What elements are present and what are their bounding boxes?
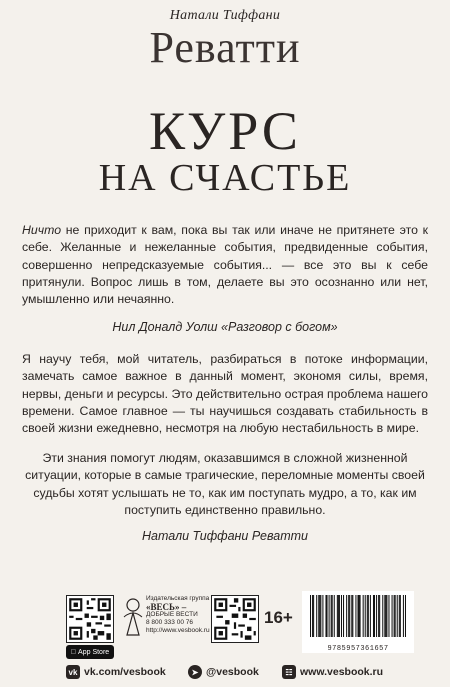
barcode-bar: [339, 595, 340, 637]
barcode-bar: [316, 595, 317, 637]
barcode-bar: [382, 595, 383, 637]
barcode-bar: [374, 595, 375, 637]
website-icon: ☷: [282, 665, 296, 679]
barcode-bar: [363, 595, 364, 637]
barcode-bar: [400, 595, 401, 637]
publisher-info: [146, 595, 210, 635]
barcode-bar: [346, 595, 347, 637]
social-vk[interactable]: [66, 665, 166, 679]
barcode-bar: [343, 595, 344, 637]
barcode-bar: [384, 595, 385, 637]
isbn-number: 9785957361657: [327, 645, 389, 653]
barcode-bar: [392, 595, 393, 637]
publisher-phone: 8 800 333 00 76: [146, 619, 193, 626]
epigraph-paragraph: [22, 222, 428, 308]
vk-icon: vk: [66, 665, 80, 679]
barcode-bar: [322, 595, 323, 637]
barcode-bar: [349, 595, 350, 637]
barcode-bar: [352, 595, 353, 637]
barcode-bar: [329, 595, 330, 637]
book-title-line2: НА СЧАСТЬЕ: [98, 157, 352, 199]
barcode-bar: [368, 595, 369, 637]
barcode-icon: [302, 591, 414, 643]
epigraph-lead-word: Ничто: [22, 223, 62, 237]
barcode-bar: [399, 595, 400, 637]
back-cover-footer: [0, 585, 450, 687]
qr-icon: [67, 596, 113, 642]
barcode-bar: [327, 595, 328, 637]
barcode-bar: [394, 595, 395, 637]
barcode-bar: [379, 595, 380, 637]
barcode-bar: [338, 595, 339, 637]
epigraph-signature: Нил Доналд Уолш «Разговор с богом»: [112, 320, 338, 334]
author-signature: Натали Тиффани Реватти: [142, 529, 308, 543]
barcode-bar: [367, 595, 368, 637]
barcode-bar: [376, 595, 377, 637]
age-rating: 16+: [264, 608, 293, 627]
social-website[interactable]: [282, 665, 383, 679]
barcode-bar: [397, 595, 398, 637]
appstore-badge[interactable]: [66, 645, 114, 659]
barcode-bar: [348, 595, 349, 637]
barcode-bar: [385, 595, 386, 637]
author-name-large: Реватти: [149, 23, 301, 72]
publisher-brand: «ВЕСЬ» –: [146, 602, 187, 612]
social-vk-label: vk.com/vesbook: [84, 666, 166, 678]
barcode-bar: [373, 595, 374, 637]
appstore-label: App Store: [75, 648, 107, 656]
qr-code-app[interactable]: [66, 595, 114, 643]
barcode-bar: [325, 595, 326, 637]
barcode-bar: [405, 595, 406, 637]
barcode-bar: [313, 595, 314, 637]
audience-paragraph: Эти знания помогут людям, оказавшимся в сложной жизненной ситуации, которые в самые трагические, переломные моменты своей судьбы хотят услышать не то, как им поступать мудро, а то, как им поступить единственно правильно.: [25, 451, 425, 517]
barcode-bar: [360, 595, 361, 637]
barcode-bar: [355, 595, 356, 637]
barcode-bar: [310, 595, 311, 637]
barcode-bar: [403, 595, 404, 637]
social-tg-label: @vesbook: [206, 666, 259, 678]
barcode-bar: [312, 595, 313, 637]
telegram-icon: ➤: [188, 665, 202, 679]
barcode-bar: [395, 595, 396, 637]
barcode-bar: [386, 595, 387, 637]
barcode-bar: [331, 595, 332, 637]
isbn-barcode: [302, 591, 414, 653]
social-telegram[interactable]: [188, 665, 259, 679]
social-web-label: www.vesbook.ru: [300, 666, 384, 678]
barcode-bar: [378, 595, 379, 637]
barcode-bar: [318, 595, 319, 637]
author-name-small: Натали Тиффани: [169, 8, 281, 23]
barcode-bar: [332, 595, 333, 637]
barcode-bar: [357, 595, 358, 637]
barcode-bar: [320, 595, 321, 637]
barcode-bar: [337, 595, 338, 637]
epigraph-text: не приходит к вам, пока вы так или иначе не притянете это к себе. Желанные и нежеланные события, предвиденные события, совершенно непредсказуемые события... — все это вы к себе притянули. Вопрос лишь в том, делаете вы это осознанно или нет, умышленно или нечаянно.: [22, 223, 428, 307]
book-title-line1: КУРС: [149, 101, 301, 161]
qr-code-site[interactable]: [211, 595, 259, 643]
qr-icon: [212, 596, 258, 642]
barcode-bar: [351, 595, 352, 637]
apple-icon: [71, 649, 76, 656]
barcode-bar: [388, 595, 389, 637]
publisher-line2: ДОБРЫЕ ВЕСТИ: [146, 611, 198, 618]
barcode-bar: [365, 595, 366, 637]
barcode-bar: [319, 595, 320, 637]
barcode-bar: [370, 595, 371, 637]
barcode-bar: [334, 595, 335, 637]
description-paragraph: Я научу тебя, мой читатель, разбираться в потоке информации, замечать самое важное в данный момент, экономя силы, время, нервы, деньги и ресурсы. Это действительно острая проблема нашего времени. Самое главное — ты научишься создавать стабильность в своей жизни ежедневно, несмотря на любую нестабильность в мире.: [22, 352, 428, 436]
publisher-logo-icon: [120, 595, 146, 641]
barcode-bar: [341, 595, 342, 637]
publisher-url[interactable]: http://www.vesbook.ru: [146, 627, 210, 634]
publisher-line1: Издательская группа: [146, 595, 210, 602]
barcode-bar: [359, 595, 360, 637]
